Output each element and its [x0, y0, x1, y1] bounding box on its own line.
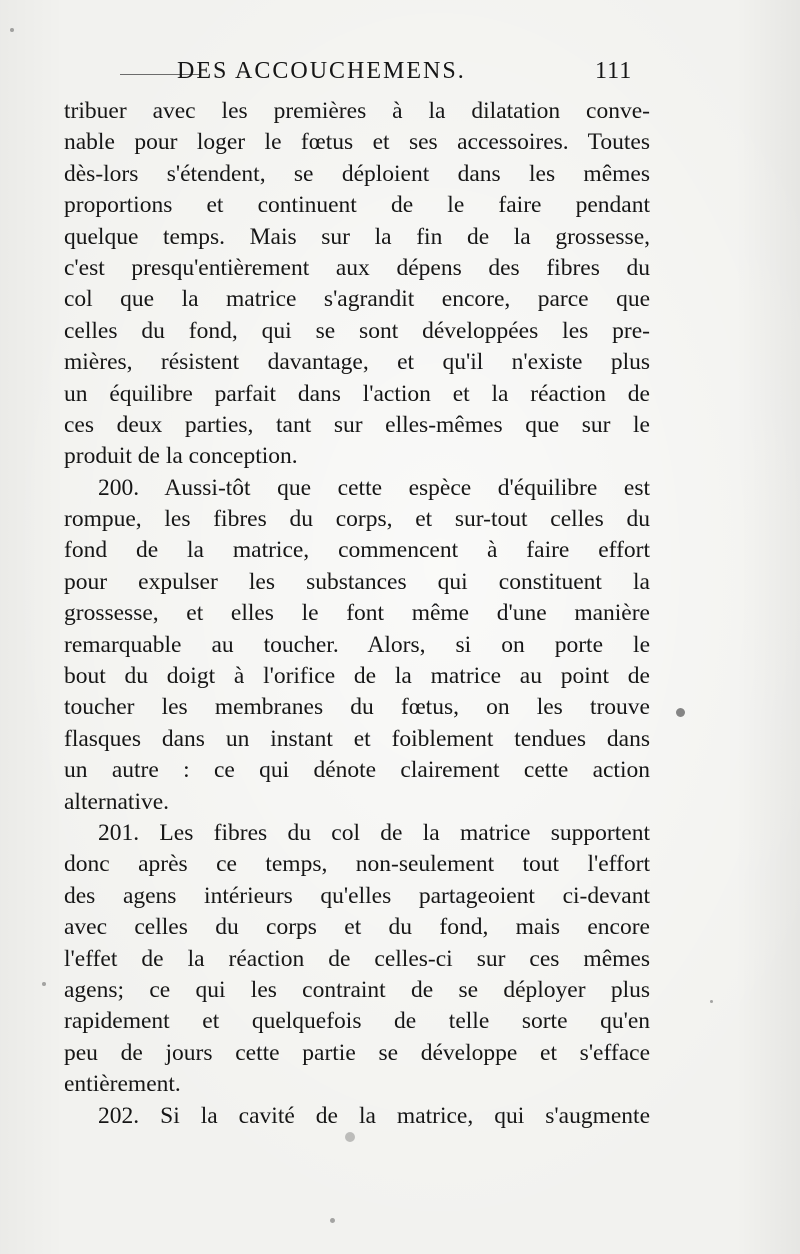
- text-line: pour expulser les substances qui constituent la: [64, 568, 650, 595]
- body-text: [64, 96, 650, 1132]
- text-line: peu de jours cette partie se développe et s'efface: [64, 1039, 650, 1066]
- text-line: 200. Aussi-tôt que cette espèce d'équilibre est: [98, 474, 650, 501]
- text-line: produit de la conception.: [64, 443, 298, 470]
- text-line: col que la matrice s'agrandit encore, parce que: [64, 286, 650, 313]
- text-line: grossesse, et elles le font même d'une manière: [64, 600, 650, 627]
- scan-speck: [710, 1000, 713, 1003]
- text-line: 202. Si la cavité de la matrice, qui s'augmente: [98, 1102, 650, 1129]
- text-line: rompue, les fibres du corps, et sur-tout celles du: [64, 506, 650, 533]
- text-line: c'est presqu'entièrement aux dépens des fibres du: [64, 254, 650, 281]
- text-line: bout du doigt à l'orifice de la matrice au point de: [64, 663, 650, 690]
- page-header: [60, 58, 660, 92]
- scan-speck: [345, 1132, 355, 1142]
- text-line: 201. Les fibres du col de la matrice supportent: [98, 819, 650, 846]
- scan-speck: [10, 28, 14, 32]
- text-line: mières, résistent davantage, et qu'il n'existe plus: [64, 349, 650, 376]
- text-line: avec celles du corps et du fond, mais encore: [64, 914, 650, 941]
- text-line: un équilibre parfait dans l'action et la réaction de: [64, 380, 650, 407]
- text-line: flasques dans un instant et foiblement tendues dans: [64, 725, 650, 752]
- scan-speck: [676, 708, 685, 717]
- text-line: quelque temps. Mais sur la fin de la grossesse,: [64, 223, 650, 250]
- text-line: un autre : ce qui dénote clairement cette action: [64, 757, 650, 784]
- scan-speck: [330, 1218, 335, 1223]
- page-number: 111: [595, 58, 633, 84]
- text-line: tribuer avec les premières à la dilatation conve-: [64, 98, 650, 124]
- text-line: nable pour loger le fœtus et ses accessoires. Toutes: [64, 129, 650, 156]
- text-line: rapidement et quelquefois de telle sorte qu'en: [64, 1008, 650, 1035]
- text-line: entièrement.: [64, 1071, 181, 1098]
- text-line: toucher les membranes du fœtus, on les trouve: [64, 694, 650, 721]
- text-line: dès-lors s'étendent, se déploient dans les mêmes: [64, 160, 650, 187]
- text-line: l'effet de la réaction de celles-ci sur ces mêmes: [64, 945, 650, 972]
- text-line: fond de la matrice, commencent à faire effort: [64, 537, 650, 564]
- text-line: des agens intérieurs qu'elles partageoient ci-devant: [64, 882, 650, 909]
- text-line: donc après ce temps, non-seulement tout l'effort: [64, 851, 650, 878]
- text-line: proportions et continuent de le faire pendant: [64, 192, 650, 219]
- text-line: ces deux parties, tant sur elles-mêmes que sur le: [64, 411, 650, 438]
- text-line: celles du fond, qui se sont développées les pre-: [64, 317, 650, 344]
- text-line: remarquable au toucher. Alors, si on porte le: [64, 631, 650, 658]
- running-title: DES ACCOUCHEMENS.: [177, 58, 466, 84]
- text-line: agens; ce qui les contraint de se déployer plus: [64, 976, 650, 1003]
- scan-speck: [42, 982, 46, 986]
- text-line: alternative.: [64, 788, 170, 815]
